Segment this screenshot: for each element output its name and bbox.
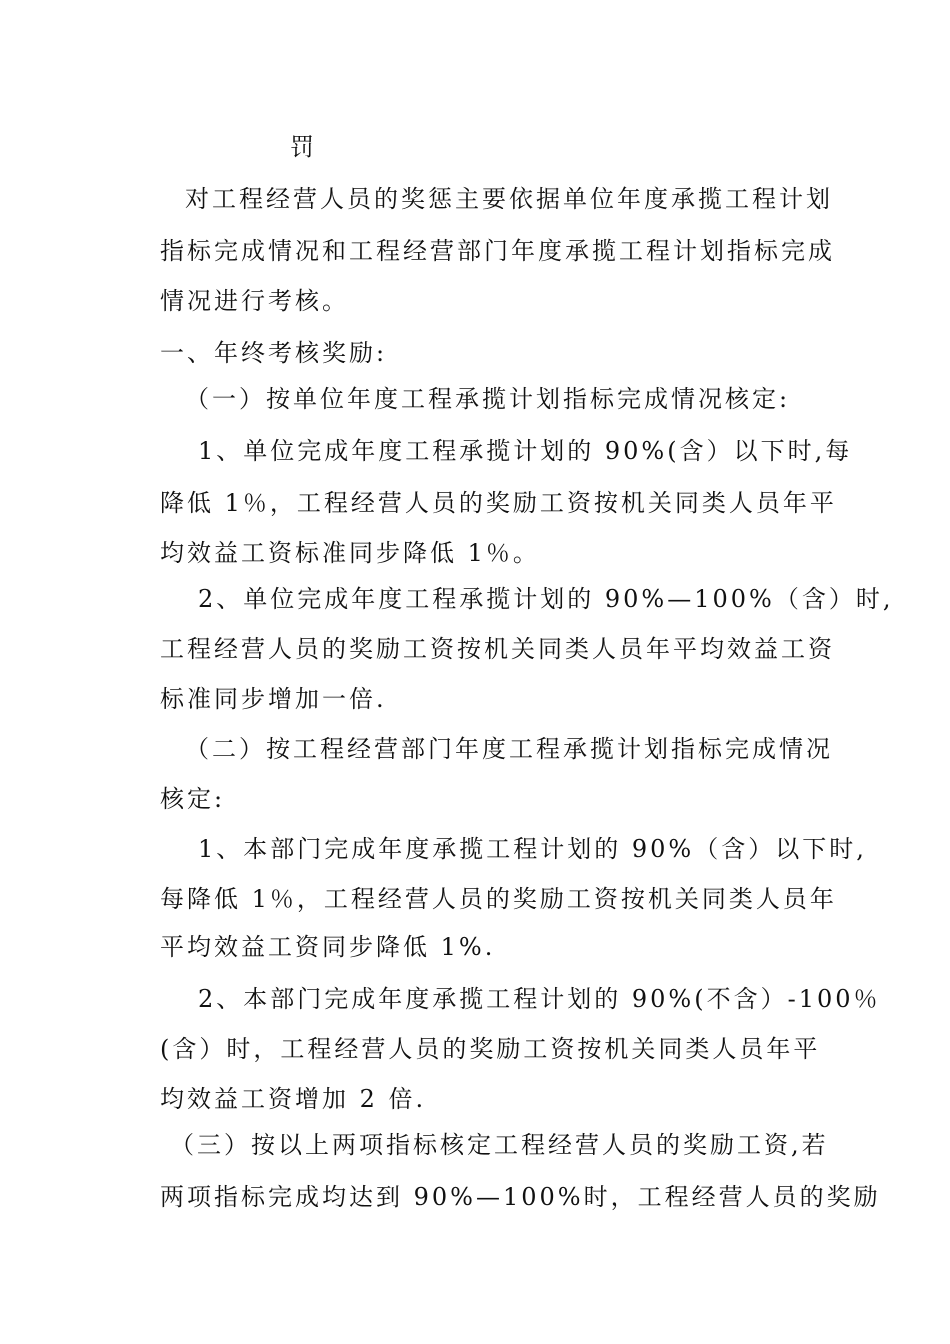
paragraph-line: 降低 1％，工程经营人员的奖励工资按机关同类人员年平 [160, 489, 837, 517]
paragraph-line: 核定: [160, 785, 226, 813]
section-heading: 一、年终考核奖励: [160, 339, 388, 367]
paragraph-line: 1、单位完成年度工程承揽计划的 90%(含）以下时,每 [198, 437, 853, 465]
paragraph-line: 指标完成情况和工程经营部门年度承揽工程计划指标完成 [160, 237, 835, 265]
paragraph-line: 情况进行考核。 [160, 287, 349, 315]
paragraph-line: 2、本部门完成年度承揽工程计划的 90%(不含）-100％ [198, 985, 881, 1013]
paragraph-line: 平均效益工资同步降低 1%. [160, 933, 496, 961]
paragraph-line: 2、单位完成年度工程承揽计划的 90%—100%（含）时, [198, 585, 894, 613]
paragraph-line: 1、本部门完成年度承揽工程计划的 90%（含）以下时, [198, 835, 867, 863]
subsection-heading: （二）按工程经营部门年度工程承揽计划指标完成情况 [185, 735, 833, 763]
subsection-heading: （三）按以上两项指标核定工程经营人员的奖励工资,若 [170, 1131, 829, 1159]
paragraph-line: (含）时，工程经营人员的奖励工资按机关同类人员年平 [160, 1035, 821, 1063]
paragraph-line: 工程经营人员的奖励工资按机关同类人员年平均效益工资 [160, 635, 835, 663]
paragraph-line: 均效益工资标准同步降低 1％。 [160, 539, 540, 567]
paragraph-line: 每降低 1％，工程经营人员的奖励工资按机关同类人员年 [160, 885, 837, 913]
subsection-heading: （一）按单位年度工程承揽计划指标完成情况核定: [185, 385, 791, 413]
paragraph-line: 标准同步增加一倍. [160, 685, 387, 713]
heading-fragment: 罚 [290, 133, 314, 161]
paragraph-line: 均效益工资增加 2 倍. [160, 1085, 427, 1113]
paragraph-line: 对工程经营人员的奖惩主要依据单位年度承揽工程计划 [185, 185, 833, 213]
paragraph-line: 两项指标完成均达到 90%—100%时，工程经营人员的奖励 [160, 1183, 881, 1211]
